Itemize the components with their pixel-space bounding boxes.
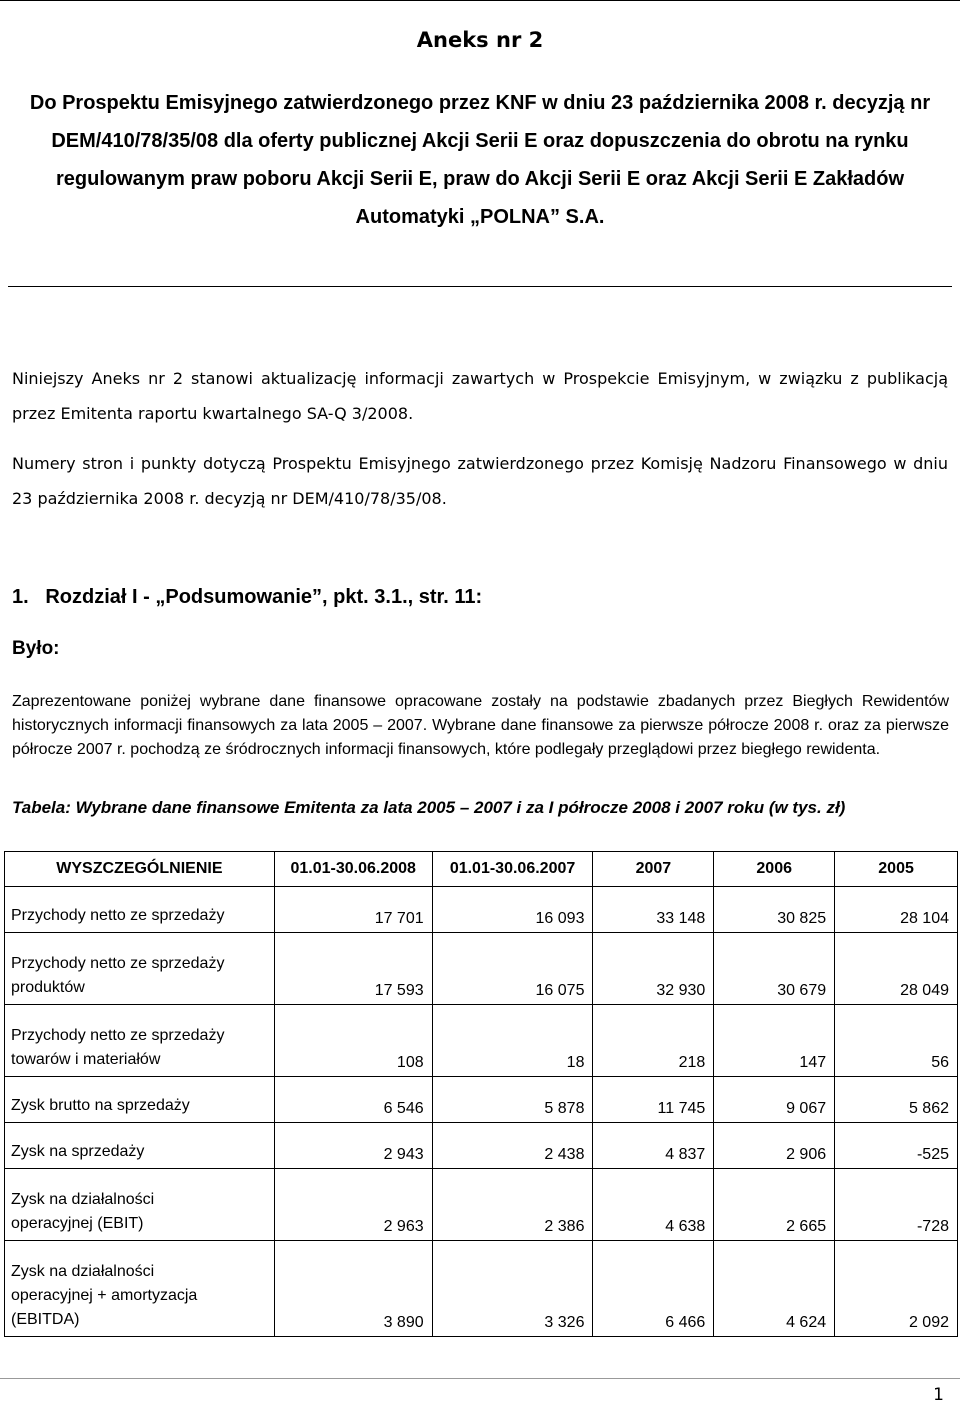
value-cell: -525 bbox=[835, 1123, 958, 1169]
header-cell: 01.01-30.06.2007 bbox=[432, 852, 593, 887]
value-cell: 56 bbox=[835, 1005, 958, 1077]
row-label-cell bbox=[5, 1169, 275, 1241]
value-cell: 17 593 bbox=[274, 933, 432, 1005]
row-label-line: Przychody netto ze sprzedaży bbox=[11, 1027, 225, 1044]
table-row bbox=[5, 1077, 958, 1123]
row-label-line: Zysk na sprzedaży bbox=[11, 1143, 145, 1160]
row-label-cell bbox=[5, 933, 275, 1005]
row-label-line: produktów bbox=[11, 979, 85, 996]
financial-table bbox=[4, 851, 958, 1337]
value-cell: 30 825 bbox=[714, 887, 835, 933]
value-cell: -728 bbox=[835, 1169, 958, 1241]
page-number: 1 bbox=[933, 1385, 944, 1405]
value-cell: 108 bbox=[274, 1005, 432, 1077]
value-cell: 18 bbox=[432, 1005, 593, 1077]
bylo-label: Było: bbox=[12, 638, 60, 659]
value-cell: 2 438 bbox=[432, 1123, 593, 1169]
row-label-line: Przychody netto ze sprzedaży bbox=[11, 955, 225, 972]
value-cell: 2 665 bbox=[714, 1169, 835, 1241]
row-label-line: Zysk na działalności bbox=[11, 1191, 155, 1208]
value-cell: 3 890 bbox=[274, 1241, 432, 1337]
value-cell: 2 906 bbox=[714, 1123, 835, 1169]
row-label-line: operacyjnej (EBIT) bbox=[11, 1215, 144, 1232]
value-cell: 5 862 bbox=[835, 1077, 958, 1123]
row-label-cell bbox=[5, 1123, 275, 1169]
row-label-line: towarów i materiałów bbox=[11, 1051, 161, 1068]
table-row bbox=[5, 1123, 958, 1169]
header-cell: 2005 bbox=[835, 852, 958, 887]
value-cell: 11 745 bbox=[593, 1077, 714, 1123]
value-cell: 5 878 bbox=[432, 1077, 593, 1123]
value-cell: 2 386 bbox=[432, 1169, 593, 1241]
table-row bbox=[5, 1005, 958, 1077]
document-title: Aneks nr 2 bbox=[416, 28, 544, 52]
body-paragraph: Zaprezentowane poniżej wybrane dane finansowe opracowane zostały na podstawie zbadanych przez Biegłych Rewidentów historycznych informacji finansowych za lata 2005 – 2007. Wybrane dane finansowe za pierwsze półrocze 2008 r. oraz za pierwsze półrocze 2007 r. pochodzą ze śródrocznych informacji finansowych, które podlegały przeglądowi przez biegłego rewidenta. bbox=[12, 693, 949, 758]
value-cell: 4 624 bbox=[714, 1241, 835, 1337]
divider bbox=[8, 286, 952, 287]
top-border bbox=[0, 0, 960, 1]
footer-rule bbox=[0, 1378, 960, 1379]
document-subtitle: Do Prospektu Emisyjnego zatwierdzonego przez KNF w dniu 23 października 2008 r. decyzją nr DEM/410/78/35/08 dla oferty publicznej Akcji Serii E oraz dopuszczenia do obrotu na rynku regulowanym praw poboru Akcji Serii E, praw do Akcji Serii E oraz Akcji Serii E Zakładów Automatyki „POLNA” S.A. bbox=[29, 92, 931, 228]
value-cell: 28 104 bbox=[835, 887, 958, 933]
value-cell: 2 963 bbox=[274, 1169, 432, 1241]
row-label-cell bbox=[5, 1005, 275, 1077]
header-cell: 01.01-30.06.2008 bbox=[274, 852, 432, 887]
table-row bbox=[5, 1169, 958, 1241]
table-caption: Tabela: Wybrane dane finansowe Emitenta za lata 2005 – 2007 i za I półrocze 2008 i 2007 roku (w tys. zł) bbox=[12, 798, 846, 817]
value-cell: 9 067 bbox=[714, 1077, 835, 1123]
value-cell: 28 049 bbox=[835, 933, 958, 1005]
table-row bbox=[5, 933, 958, 1005]
section-heading: 1. Rozdział I - „Podsumowanie”, pkt. 3.1., str. 11: bbox=[12, 586, 483, 608]
intro-paragraph-2: Numery stron i punkty dotyczą Prospektu Emisyjnego zatwierdzonego przez Komisję Nadzoru Finansowego w dniu 23 października 2008 r. decyzją nr DEM/410/78/35/08. bbox=[12, 454, 948, 508]
row-label-cell bbox=[5, 1077, 275, 1123]
value-cell: 16 093 bbox=[432, 887, 593, 933]
value-cell: 32 930 bbox=[593, 933, 714, 1005]
table-row bbox=[5, 887, 958, 933]
intro-paragraph-1: Niniejszy Aneks nr 2 stanowi aktualizację informacji zawartych w Prospekcie Emisyjnym, w związku z publikacją przez Emitenta raportu kwartalnego SA-Q 3/2008. bbox=[12, 369, 948, 423]
value-cell: 33 148 bbox=[593, 887, 714, 933]
header-cell: WYSZCZEGÓLNIENIE bbox=[5, 852, 275, 887]
row-label-cell bbox=[5, 887, 275, 933]
value-cell: 30 679 bbox=[714, 933, 835, 1005]
value-cell: 4 837 bbox=[593, 1123, 714, 1169]
value-cell: 2 092 bbox=[835, 1241, 958, 1337]
value-cell: 3 326 bbox=[432, 1241, 593, 1337]
table-header-row bbox=[5, 852, 958, 887]
value-cell: 147 bbox=[714, 1005, 835, 1077]
row-label-line: Zysk na działalności bbox=[11, 1263, 155, 1280]
row-label-cell bbox=[5, 1241, 275, 1337]
header-cell: 2006 bbox=[714, 852, 835, 887]
value-cell: 6 466 bbox=[593, 1241, 714, 1337]
value-cell: 2 943 bbox=[274, 1123, 432, 1169]
header-cell: 2007 bbox=[593, 852, 714, 887]
row-label-line: Zysk brutto na sprzedaży bbox=[11, 1097, 190, 1114]
value-cell: 218 bbox=[593, 1005, 714, 1077]
row-label-line: (EBITDA) bbox=[11, 1311, 80, 1328]
table-row bbox=[5, 1241, 958, 1337]
value-cell: 17 701 bbox=[274, 887, 432, 933]
value-cell: 6 546 bbox=[274, 1077, 432, 1123]
table-body bbox=[5, 887, 958, 1337]
value-cell: 16 075 bbox=[432, 933, 593, 1005]
value-cell: 4 638 bbox=[593, 1169, 714, 1241]
row-label-line: operacyjnej + amortyzacja bbox=[11, 1287, 198, 1304]
row-label-line: Przychody netto ze sprzedaży bbox=[11, 907, 225, 924]
